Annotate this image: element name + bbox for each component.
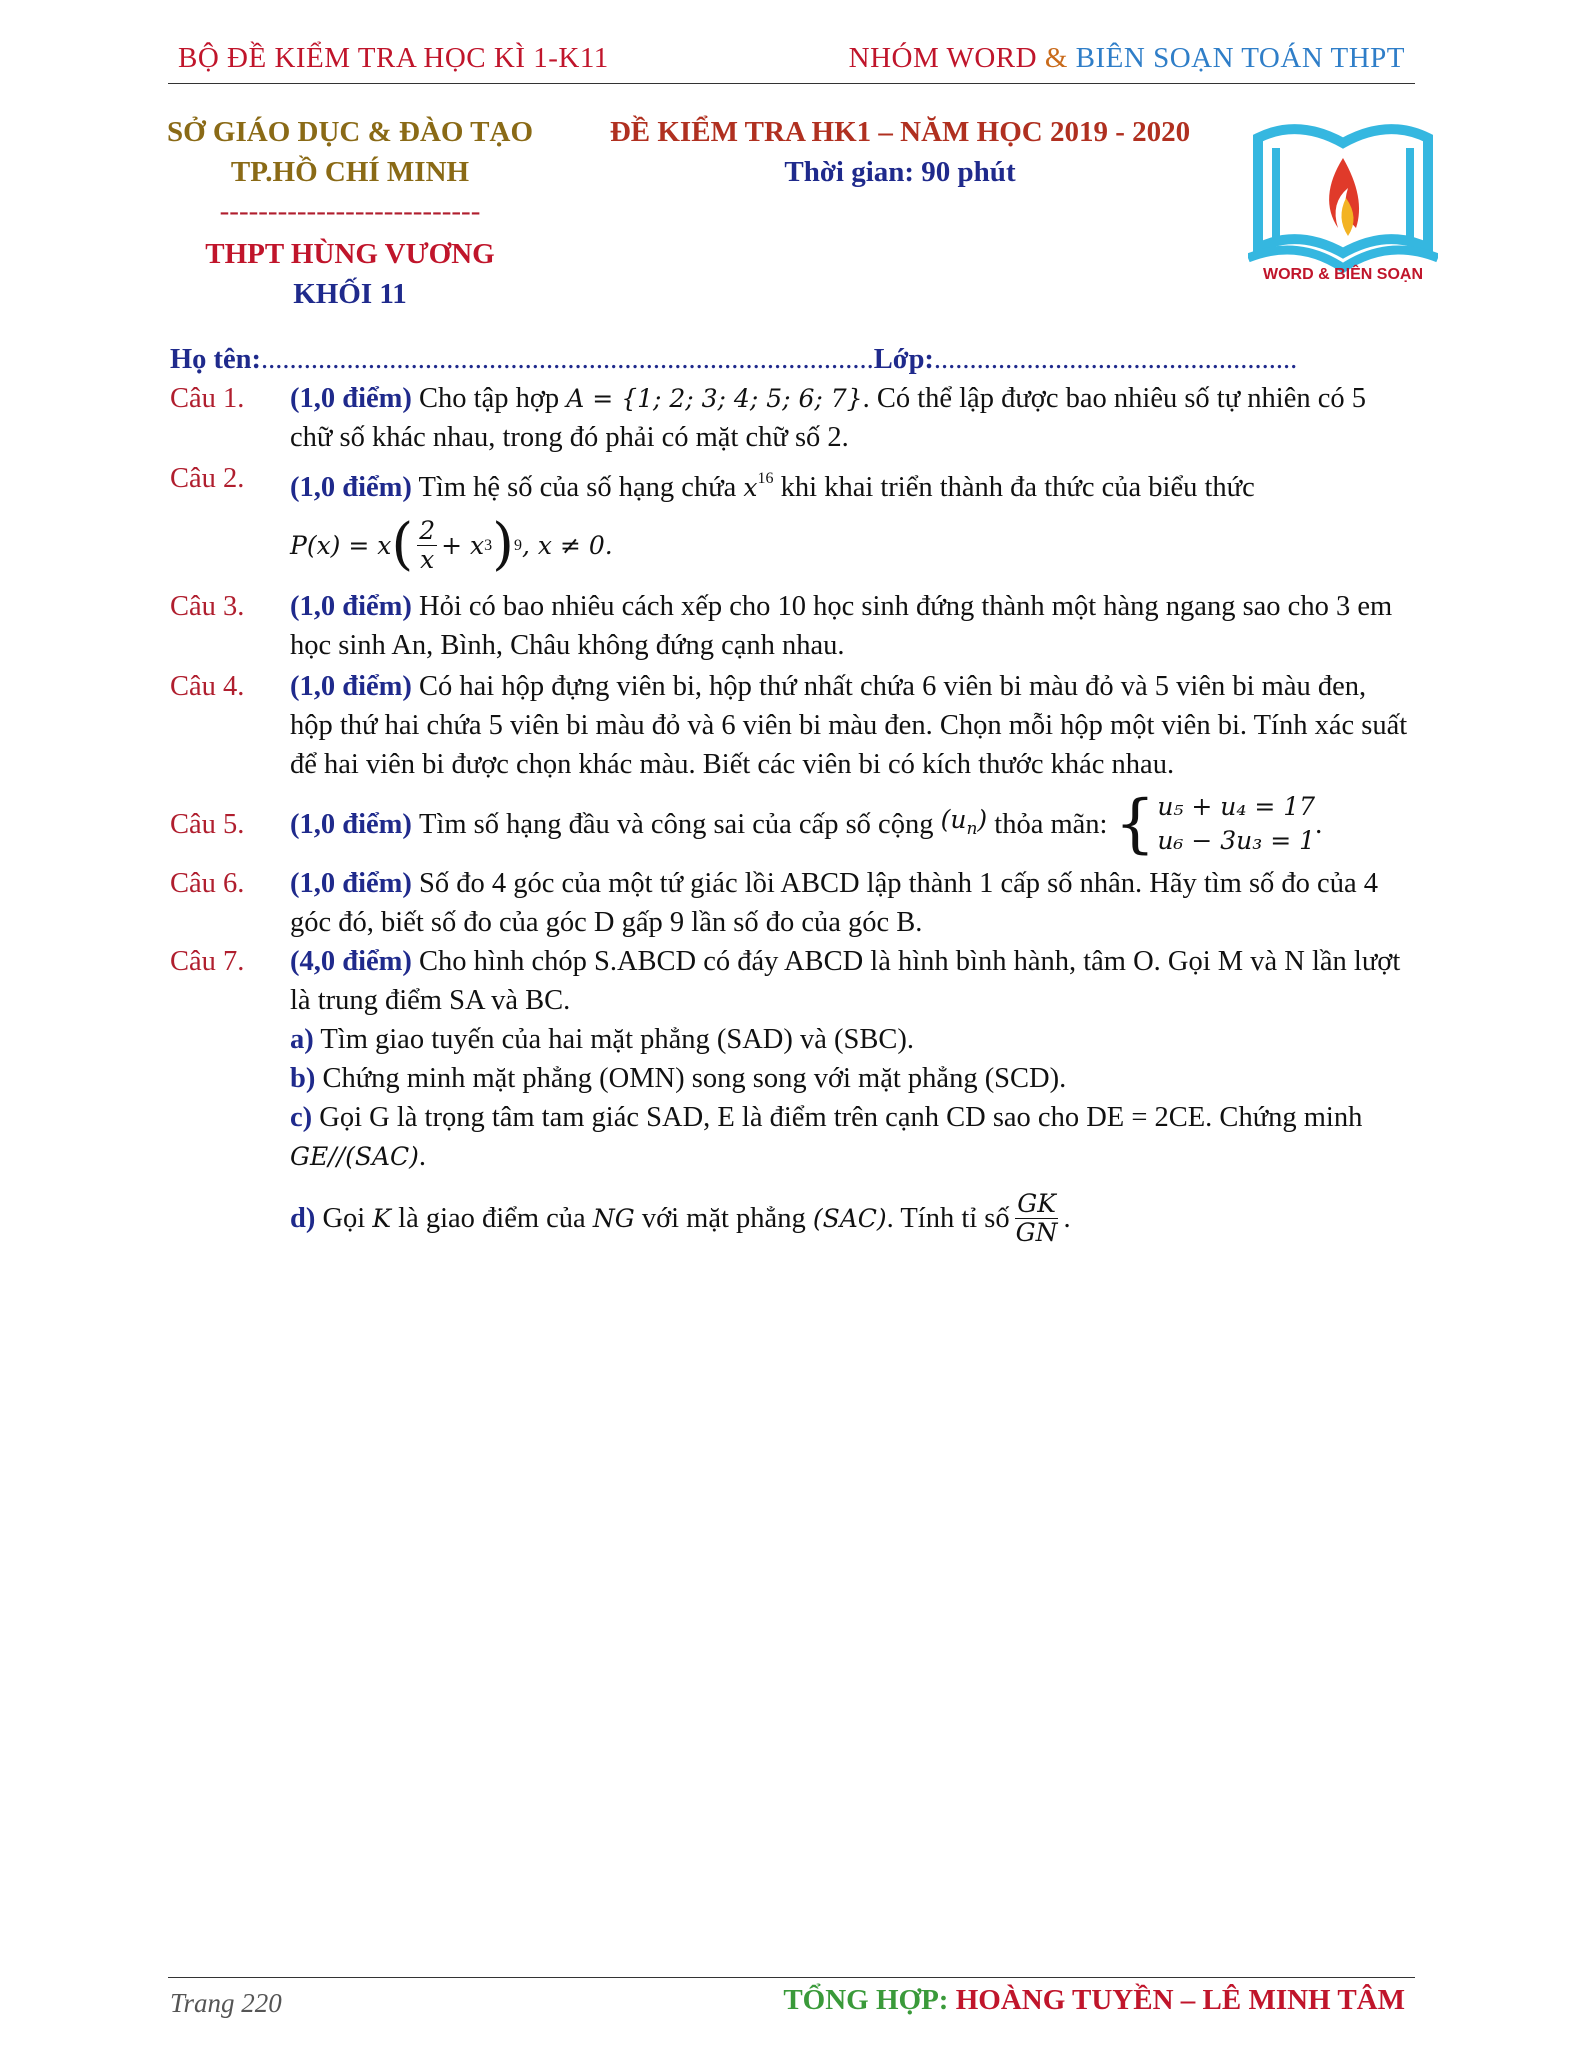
subquestion-text: là giao điểm của bbox=[398, 1203, 586, 1234]
fraction-numerator: 2 bbox=[419, 515, 436, 545]
subquestion-text: với mặt phẳng bbox=[641, 1203, 806, 1234]
question-text: khi khai triển thành đa thức của biểu thức bbox=[780, 472, 1255, 503]
question-text: Cho hình chóp S.ABCD có đáy ABCD là hình bình hành, tâm O. Gọi M và N lần lượt là trung điểm SA và BC. bbox=[290, 946, 1401, 1016]
school-separator: --------------------------- bbox=[219, 195, 481, 227]
subquestion-c bbox=[290, 1098, 1415, 1176]
question-points: (1,0 điểm) bbox=[290, 671, 412, 702]
question-text: Cho tập hợp bbox=[419, 383, 560, 414]
footer-credit bbox=[783, 1984, 1405, 2017]
question-points: (1,0 điểm) bbox=[290, 383, 412, 414]
question-text: Hỏi có bao nhiêu cách xếp cho 10 học sinh đứng thành một hàng ngang sao cho 3 em học sinh An, Bình, Châu không đứng cạnh nhau. bbox=[290, 591, 1393, 661]
exam-content bbox=[170, 340, 1415, 1247]
question-label: Câu 7. bbox=[170, 946, 245, 977]
question-label: Câu 2. bbox=[170, 463, 245, 494]
set-expression: A = {1; 2; 3; 4; 5; 6; 7} bbox=[566, 384, 863, 413]
subquestion-a bbox=[290, 1020, 1415, 1059]
sequence-close: ) bbox=[977, 804, 988, 834]
subquestion-tail: . bbox=[1063, 1203, 1071, 1234]
question-text: Có hai hộp đựng viên bi, hộp thứ nhất chứa 6 viên bi màu đỏ và 5 viên bi màu đen, hộp thứ hai chứa 5 viên bi màu đỏ và 6 viên bi màu đen. Chọn mỗi hộp một viên bi. Tính xác suất để hai viên bi được chọn khác màu. Biết các viên bi có kích thước khác nhau. bbox=[290, 671, 1408, 780]
question-text: Tìm hệ số của số hạng chứa bbox=[418, 472, 737, 503]
logo-text: WORD & BIÊN SOẠN bbox=[1263, 266, 1423, 283]
question-points: (1,0 điểm) bbox=[290, 472, 412, 503]
subquestion-label: b) bbox=[290, 1063, 316, 1094]
brace-icon: { bbox=[1114, 787, 1156, 861]
question-text: . Có thể lập được bao nhiêu số tự nhiên có 5 chữ số khác nhau, trong đó phải có mặt chữ số 2. bbox=[290, 383, 1367, 453]
school-city: TP.HỒ CHÍ MINH bbox=[230, 156, 470, 188]
student-info-line bbox=[170, 340, 1415, 379]
credit-names: HOÀNG TUYỀN – LÊ MINH TÂM bbox=[955, 1984, 1405, 2016]
right-paren: ) bbox=[492, 512, 514, 577]
class-field[interactable]: ................................................... bbox=[933, 344, 1298, 375]
cube-exponent: 3 bbox=[484, 536, 493, 554]
question-5 bbox=[170, 787, 1415, 861]
sequence bbox=[941, 800, 988, 849]
subquestion-tail: . bbox=[418, 1141, 427, 1172]
power-exponent: 9 bbox=[514, 536, 522, 554]
question-text: thỏa mãn: bbox=[994, 808, 1108, 840]
header-divider bbox=[168, 83, 1415, 84]
header-group-name: NHÓM WORD bbox=[848, 42, 1038, 74]
name-field[interactable]: ...................................................................................... bbox=[261, 344, 874, 375]
question-label: Câu 1. bbox=[170, 383, 245, 414]
equation-2: u₆ − 3u₃ = 1 bbox=[1157, 826, 1316, 855]
exam-title: ĐỀ KIỂM TRA HK1 – NĂM HỌC 2019 - 2020 bbox=[609, 116, 1191, 148]
subquestion-b bbox=[290, 1059, 1415, 1098]
question-3 bbox=[170, 587, 1415, 665]
subquestion-label: d) bbox=[290, 1203, 316, 1234]
plane-sac: (SAC) bbox=[812, 1204, 887, 1233]
exam-block bbox=[580, 112, 1220, 192]
subquestion-text: Gọi G là trọng tâm tam giác SAD, E là điểm trên cạnh CD sao cho DE = 2CE. Chứng minh bbox=[319, 1102, 1363, 1133]
question-4 bbox=[170, 667, 1415, 784]
header-group-subject: BIÊN SOẠN TOÁN THPT bbox=[1075, 42, 1405, 74]
school-block bbox=[150, 112, 550, 314]
question-label: Câu 6. bbox=[170, 868, 245, 899]
question-label: Câu 4. bbox=[170, 671, 245, 702]
ratio-fraction bbox=[1014, 1190, 1060, 1247]
header-right-title bbox=[849, 42, 1405, 75]
point-k: K bbox=[372, 1204, 392, 1233]
school-name: THPT HÙNG VƯƠNG bbox=[205, 238, 495, 270]
exam-time: Thời gian: 90 phút bbox=[784, 156, 1016, 188]
question-text: Số đo 4 góc của một tứ giác lồi ABCD lập thành 1 cấp số nhân. Hãy tìm số đo của 4 góc đó, biết số đo của góc D gấp 9 lần số đo của góc B. bbox=[290, 868, 1378, 938]
school-grade: KHỐI 11 bbox=[293, 278, 407, 310]
header-ampersand: & bbox=[1044, 42, 1068, 74]
question-points: (4,0 điểm) bbox=[290, 946, 412, 977]
subquestion-label: c) bbox=[290, 1102, 313, 1133]
question-6 bbox=[170, 864, 1415, 942]
fraction bbox=[417, 517, 437, 574]
school-department: SỞ GIÁO DỤC & ĐÀO TẠO bbox=[166, 116, 534, 148]
expr-plus: + x bbox=[441, 530, 485, 560]
left-paren: ( bbox=[391, 512, 414, 577]
subquestion-text: Chứng minh mặt phẳng (OMN) song song với mặt phẳng (SCD). bbox=[322, 1063, 1067, 1094]
class-label: Lớp: bbox=[873, 344, 934, 375]
subquestion-label: a) bbox=[290, 1024, 314, 1055]
header-left-title: BỘ ĐỀ KIỂM TRA HỌC KÌ 1-K11 bbox=[178, 42, 609, 74]
sequence-open: (u bbox=[940, 804, 967, 834]
polynomial-expression bbox=[290, 513, 1415, 577]
exponent: 16 bbox=[757, 470, 774, 487]
fraction-numerator: GK bbox=[1017, 1189, 1056, 1218]
subquestion-d bbox=[290, 1190, 1415, 1247]
page-number: Trang 220 bbox=[170, 1988, 282, 2018]
question-points: (1,0 điểm) bbox=[290, 591, 412, 622]
equation-system bbox=[1114, 787, 1316, 861]
question-7 bbox=[170, 942, 1415, 1247]
footer-divider bbox=[168, 1977, 1415, 1978]
fraction-denominator: x bbox=[420, 544, 435, 574]
question-label: Câu 5. bbox=[170, 808, 245, 840]
parallel-expression: GE//(SAC) bbox=[290, 1142, 419, 1171]
subquestion-text: Gọi bbox=[322, 1203, 366, 1234]
question-points: (1,0 điểm) bbox=[290, 868, 412, 899]
fraction-denominator: GN bbox=[1015, 1218, 1058, 1247]
name-label: Họ tên: bbox=[170, 344, 262, 375]
question-text: Tìm số hạng đầu và công sai của cấp số cộng bbox=[419, 808, 934, 840]
expr-tail: , x ≠ 0. bbox=[522, 530, 613, 560]
subquestion-text: . Tính tỉ số bbox=[886, 1203, 1010, 1234]
question-2 bbox=[170, 459, 1415, 577]
credit-label: TỔNG HỢP: bbox=[783, 1984, 949, 2016]
variable-x: x bbox=[743, 473, 758, 502]
question-tail: . bbox=[1315, 808, 1323, 840]
sequence-sub: n bbox=[966, 818, 978, 839]
line-ng: NG bbox=[592, 1204, 635, 1233]
subquestion-text: Tìm giao tuyến của hai mặt phẳng (SAD) và (SBC). bbox=[320, 1024, 915, 1055]
question-label: Câu 3. bbox=[170, 591, 245, 622]
question-points: (1,0 điểm) bbox=[290, 808, 412, 840]
equation-1: u₅ + u₄ = 17 bbox=[1157, 792, 1316, 821]
question-1 bbox=[170, 379, 1415, 457]
expr-left: P(x) = x bbox=[290, 530, 392, 560]
